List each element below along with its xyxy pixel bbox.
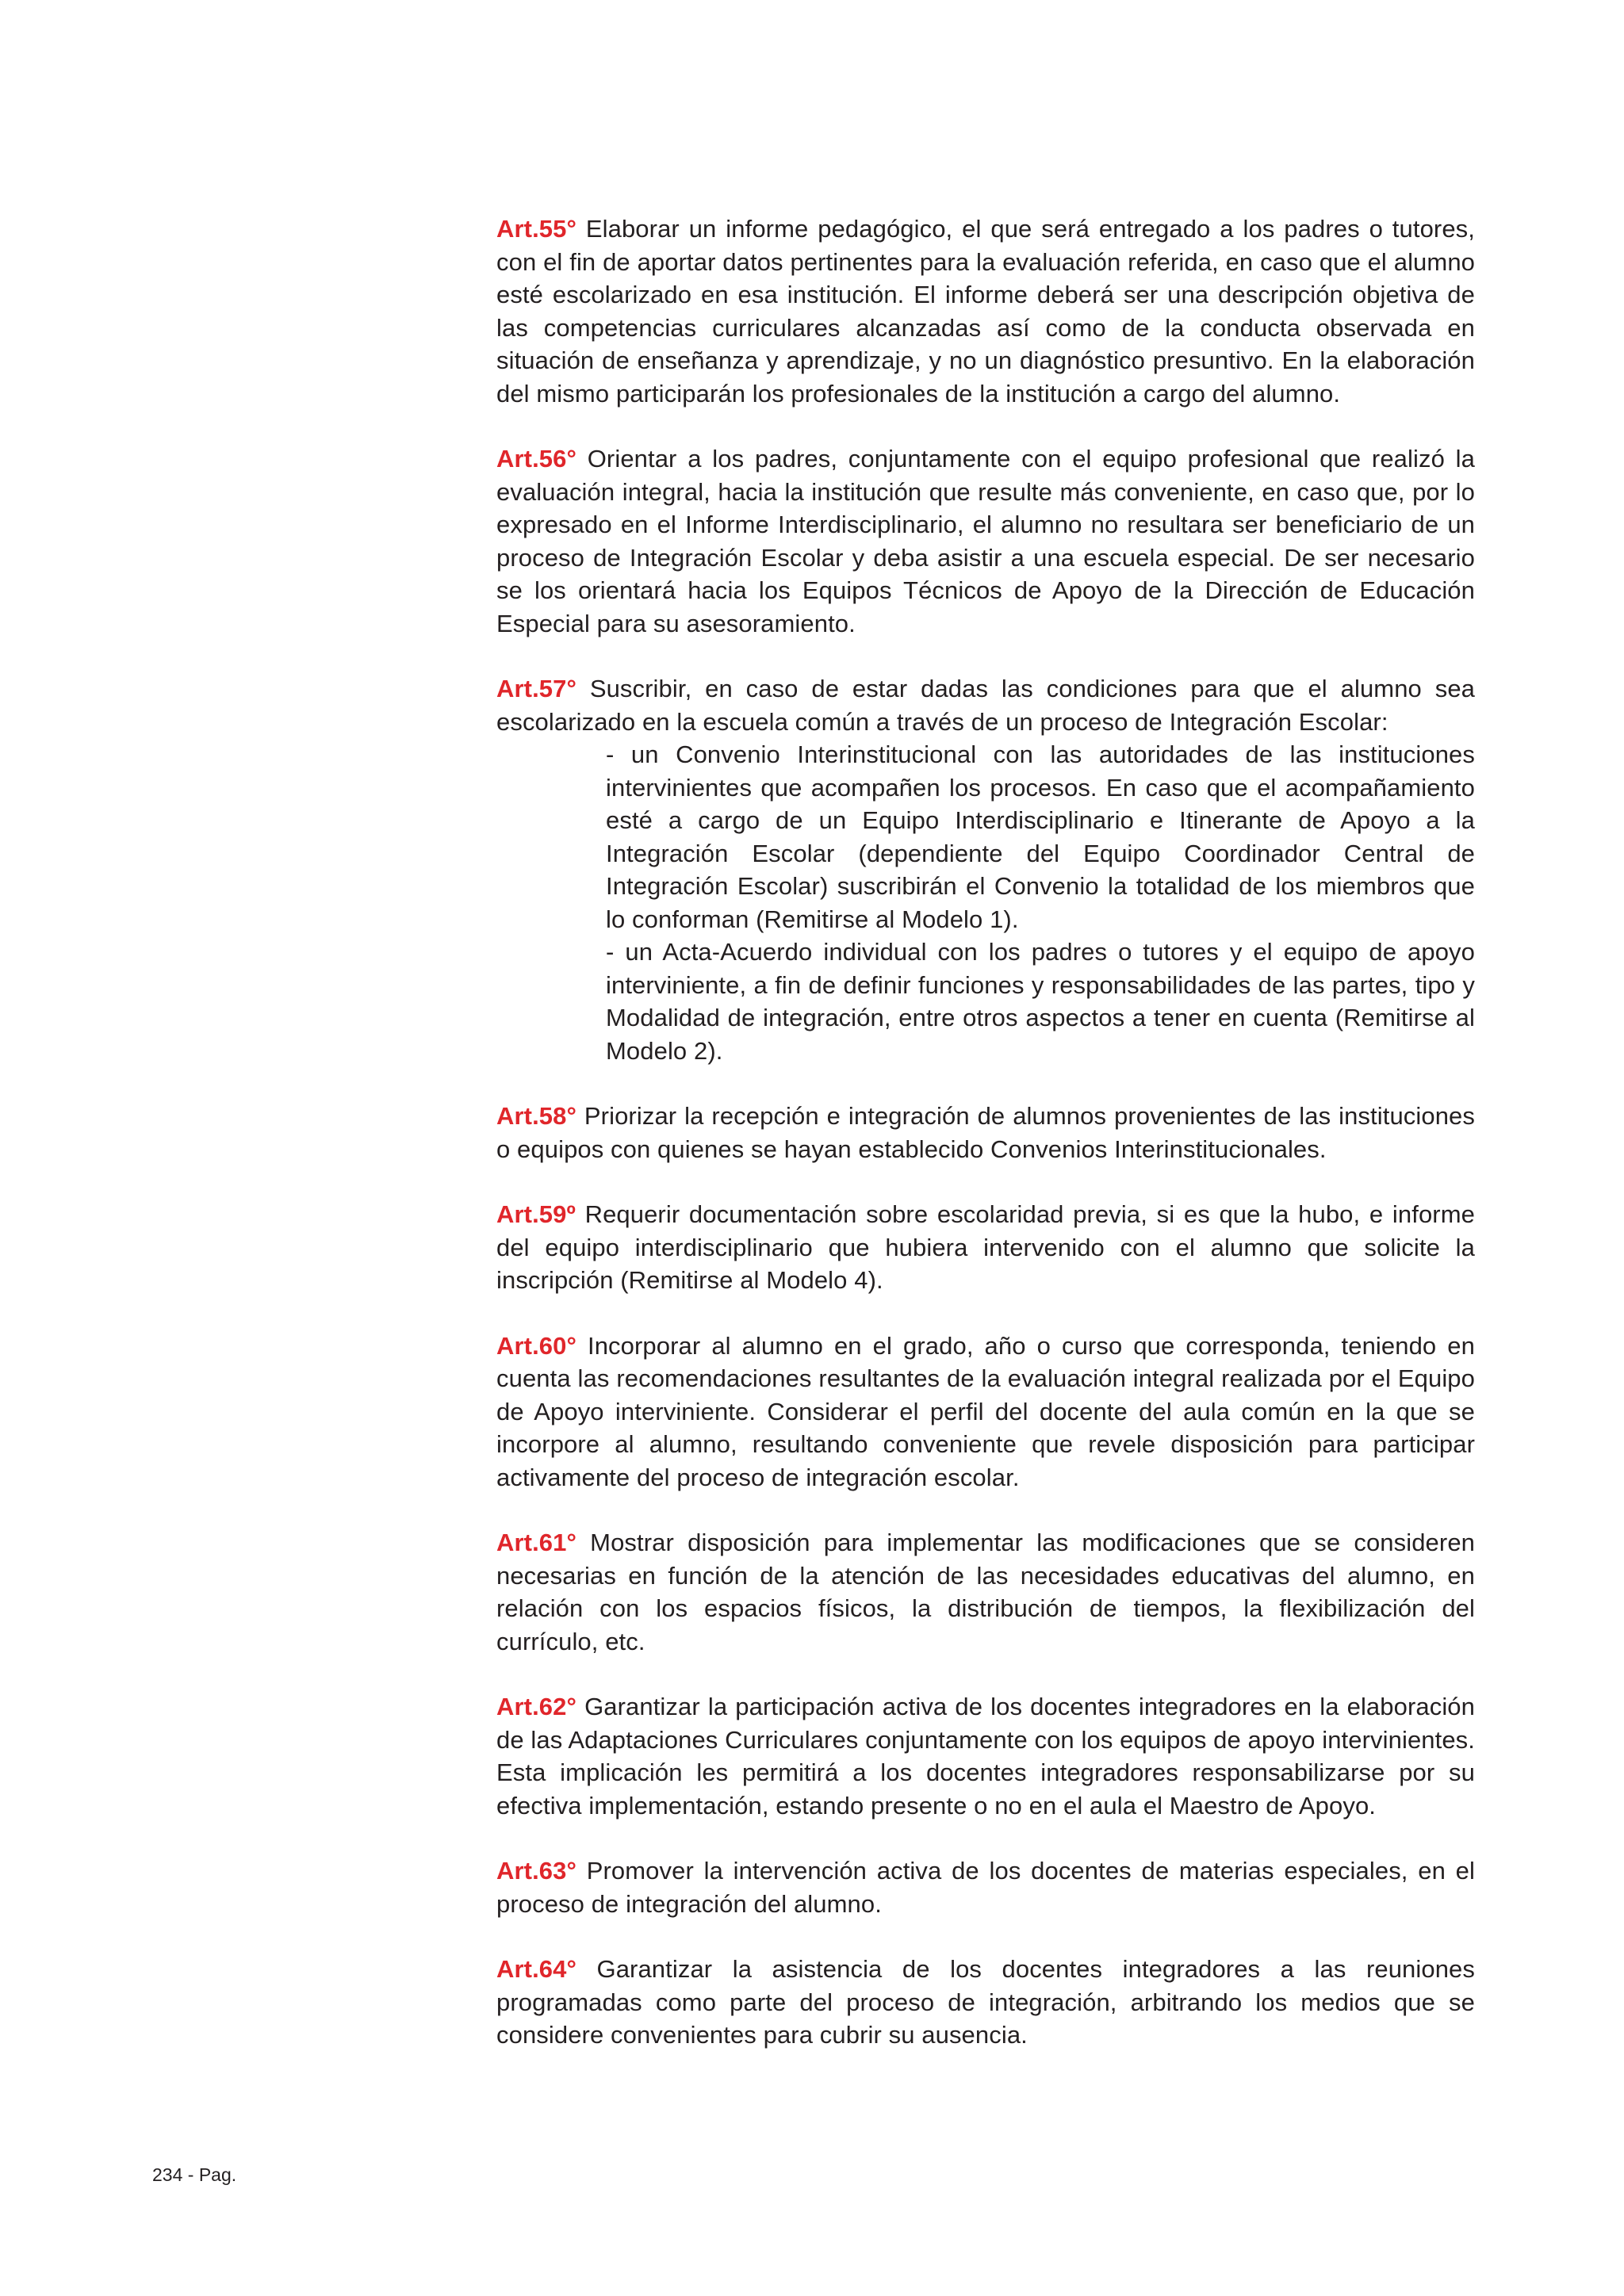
list-item: - un Acta-Acuerdo individual con los padres o tutores y el equipo de apoyo interviniente, a fin de definir funciones y responsabilidades de las partes, tipo y Modalidad de integración, entre otros aspectos a tener en cuenta (Remitirse al Modelo 2). xyxy=(606,938,1475,1065)
article-text: Requerir documentación sobre escolaridad previa, si es que la hubo, e informe del equipo interdisciplinario que hubiera intervenido con el alumno que solicite la inscripción (Remitirse al Modelo 4). xyxy=(496,1200,1475,1294)
article-text: Elaborar un informe pedagógico, el que será entregado a los padres o tutores, con el fin de aportar datos pertinentes para la evaluación referida, en caso que el alumno esté escolarizado en esa institución. El informe deberá ser una descripción objetiva de las competencias curriculares alcanzadas así como de la conducta observada en situación de enseñanza y aprendizaje, y no un diagnóstico presuntivo. En la elaboración del mismo participarán los profesionales de la institución a cargo del alumno. xyxy=(496,215,1475,408)
article-text: Incorporar al alumno en el grado, año o curso que corresponda, teniendo en cuenta las recomendaciones resultantes de la evaluación integral realizada por el Equipo de Apoyo interviniente. Considerar el perfil del docente del aula común en la que se incorpore al alumno, resultando conveniente que revele disposición para participar activamente del proceso de integración escolar. xyxy=(496,1331,1475,1491)
article-63 xyxy=(496,1854,1475,1920)
article-label: Art.62° xyxy=(496,1693,576,1720)
article-64 xyxy=(496,1953,1475,2052)
article-label: Art.56° xyxy=(496,445,576,473)
article-57-list xyxy=(606,738,1475,1067)
article-label: Art.58° xyxy=(496,1102,576,1130)
article-text: Orientar a los padres, conjuntamente con el equipo profesional que realizó la evaluación integral, hacia la institución que resulte más conveniente, en caso que, por lo expresado en el Informe Interdisciplinario, el alumno no resultara ser beneficiario de un proceso de Integración Escolar y deba asistir a una escuela especial. De ser necesario se los orientará hacia los Equipos Técnicos de Apoyo de la Dirección de Educación Especial para su asesoramiento. xyxy=(496,445,1475,637)
article-label: Art.61° xyxy=(496,1529,576,1556)
article-label: Art.63° xyxy=(496,1857,576,1885)
article-text: Priorizar la recepción e integración de alumnos provenientes de las instituciones o equipos con quienes se hayan establecido Convenios Interinstitucionales. xyxy=(496,1102,1475,1163)
article-label: Art.59º xyxy=(496,1200,576,1228)
list-item: - un Convenio Interinstitucional con las autoridades de las instituciones intervinientes que acompañen los procesos. En caso que el acompañamiento esté a cargo de un Equipo Interdisciplinario e Itinerante de Apoyo a la Integración Escolar (dependiente del Equipo Coordinador Central de Integración Escolar) suscribirán el Convenio la totalidad de los miembros que lo conforman (Remitirse al Modelo 1). xyxy=(606,740,1475,933)
article-59 xyxy=(496,1198,1475,1297)
article-62 xyxy=(496,1690,1475,1822)
article-text: Mostrar disposición para implementar las modificaciones que se consideren necesarias en función de la atención de las necesidades educativas del alumno, en relación con los espacios físicos, la distribución de tiempos, la flexibilización del currículo, etc. xyxy=(496,1529,1476,1655)
article-label: Art.60° xyxy=(496,1331,576,1360)
article-text: Garantizar la participación activa de los docentes integradores en la elaboración de las Adaptaciones Curriculares conjuntamente con los equipos de apoyo intervinientes. Esta implicación les permitirá a los docentes integradores responsabilizarse por su efectiva implementación, estando presente o no en el aula el Maestro de Apoyo. xyxy=(496,1693,1475,1820)
article-58 xyxy=(496,1100,1475,1165)
page-number: 234 - Pag. xyxy=(152,2164,237,2185)
article-label: Art.55° xyxy=(496,215,576,243)
article-text: Garantizar la asistencia de los docentes integradores a las reuniones programadas como parte del proceso de integración, arbitrando los medios que se considere convenientes para cubrir su ausencia. xyxy=(496,1955,1475,2049)
article-55 xyxy=(496,212,1475,410)
article-61 xyxy=(496,1526,1475,1658)
article-56 xyxy=(496,442,1475,640)
articles-section xyxy=(496,212,1475,2084)
article-label: Art.57° xyxy=(496,675,576,702)
article-60 xyxy=(496,1330,1475,1494)
article-label: Art.64° xyxy=(496,1955,576,1983)
article-text: Suscribir, en caso de estar dadas las condiciones para que el alumno sea escolarizado en la escuela común a través de un proceso de Integración Escolar: xyxy=(496,675,1475,736)
article-57 xyxy=(496,672,1475,1067)
article-text: Promover la intervención activa de los docentes de materias especiales, en el proceso de integración del alumno. xyxy=(496,1857,1475,1918)
